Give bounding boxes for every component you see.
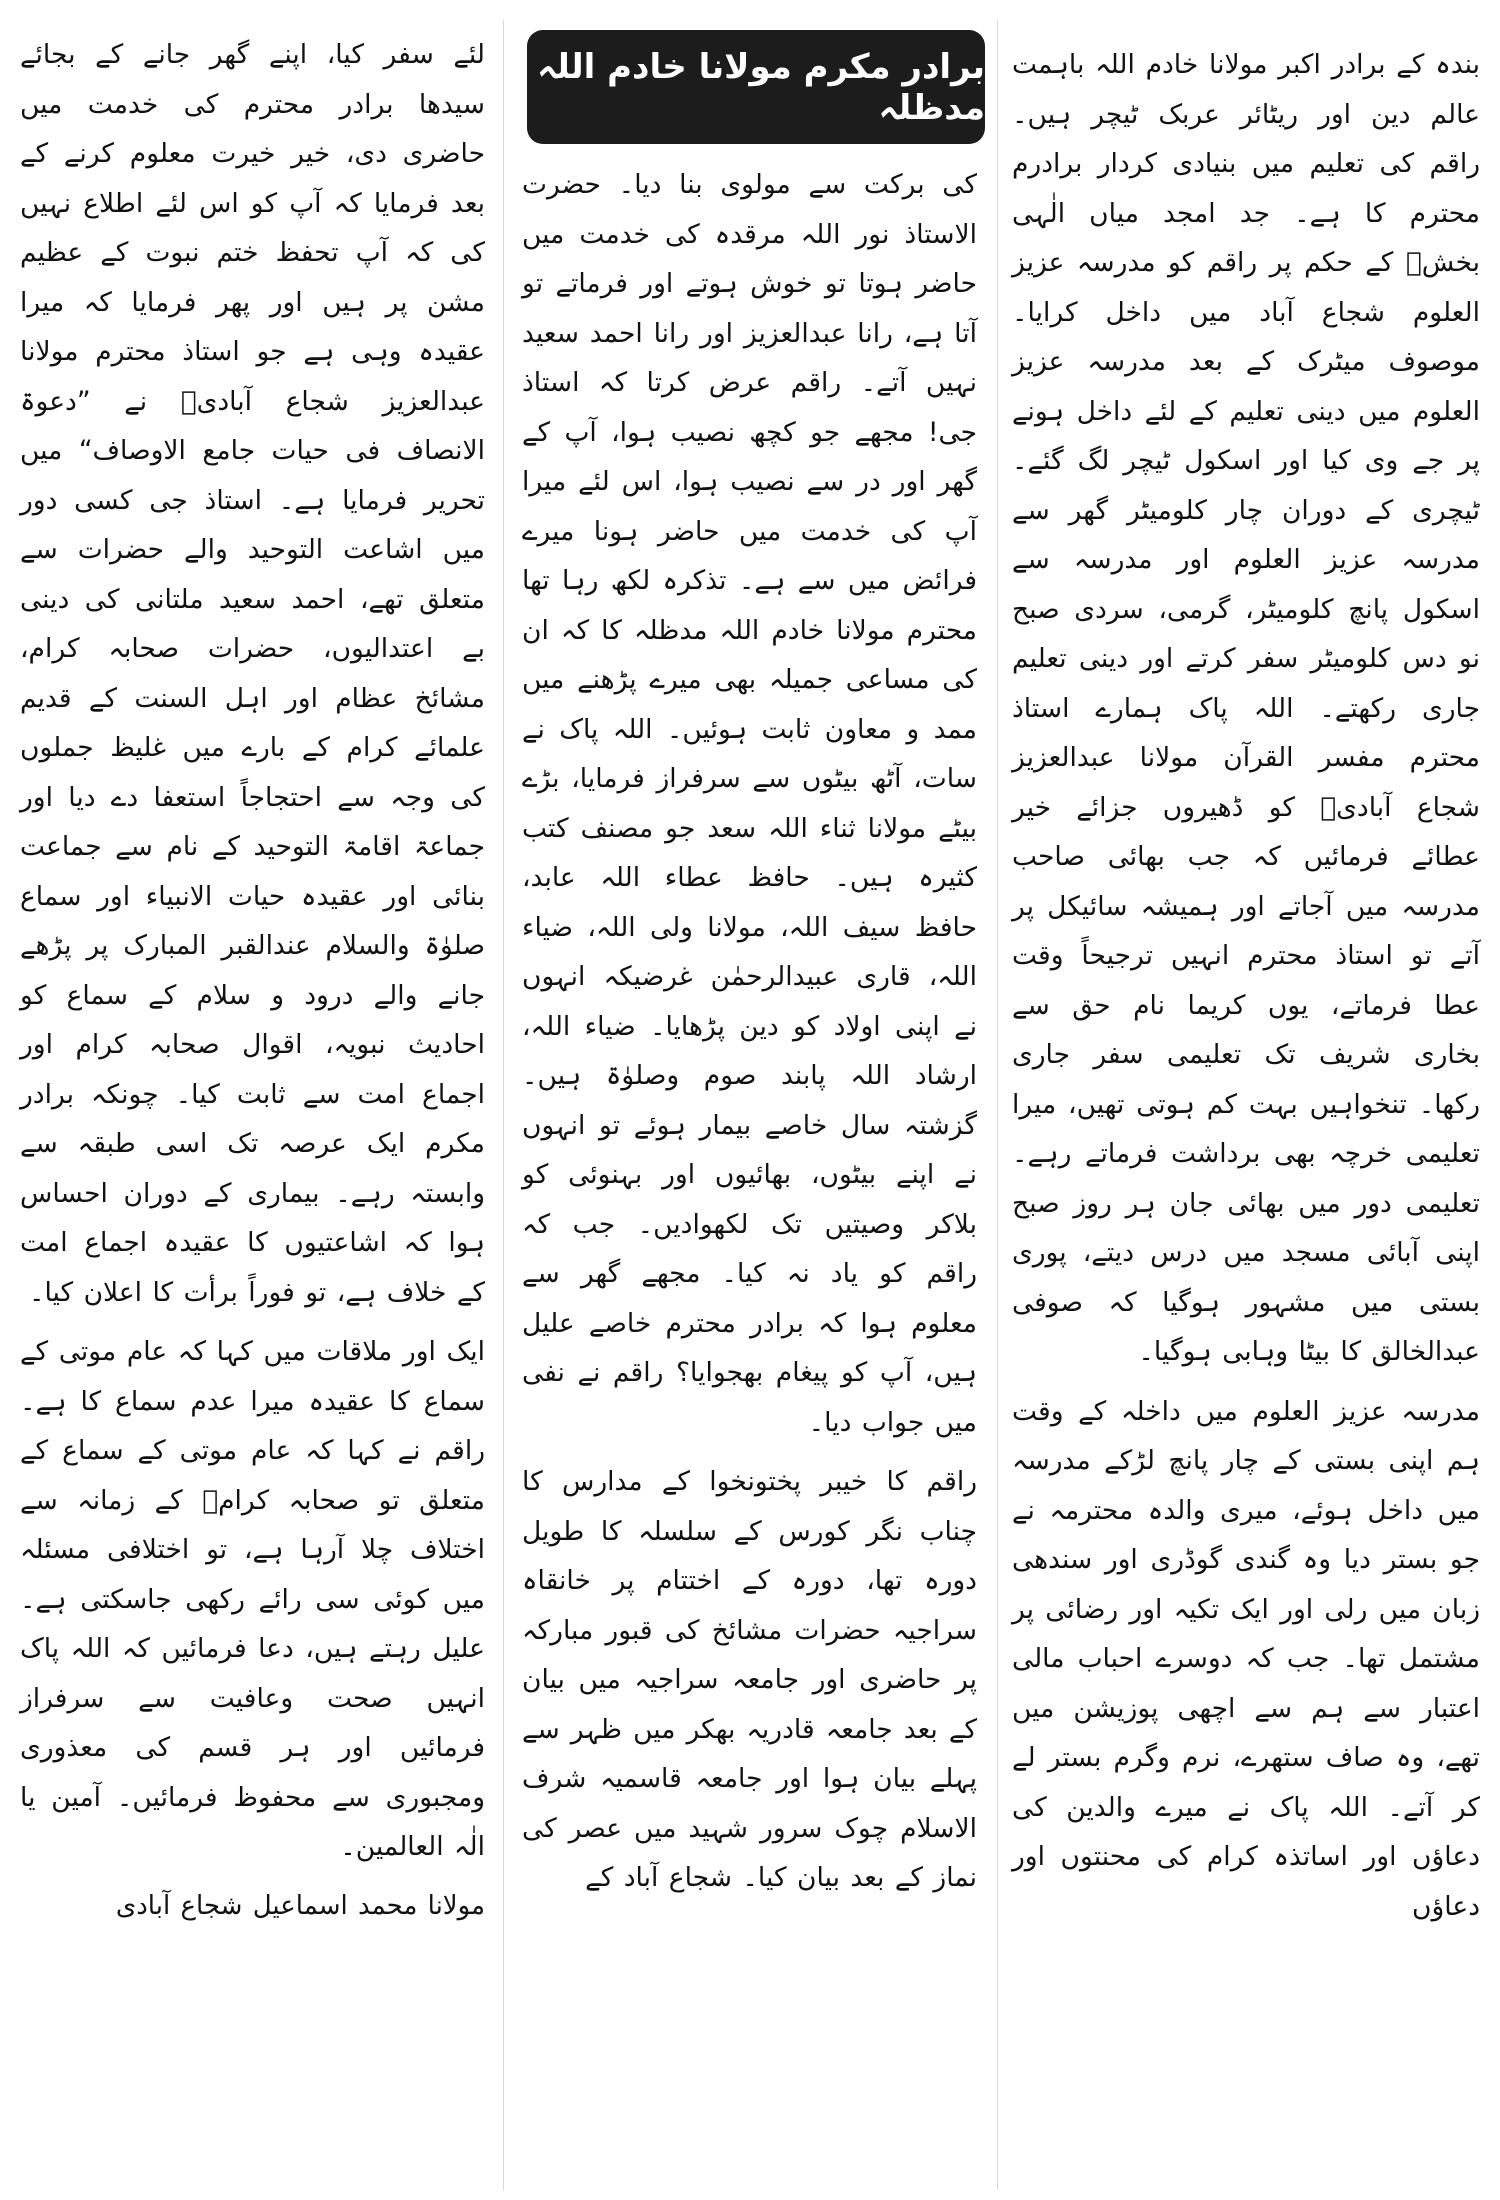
paragraph: کی برکت سے مولوی بنا دیا۔ حضرت الاستاذ نور اللہ مرقدہ کی خدمت میں حاضر ہوتا تو خوش ہوتے اور فرماتے تو آتا ہے، رانا عبدالعزیز اور رانا احمد سعید نہیں آتے۔ راقم عرض کرتا کہ استاذ جی! مجھے جو کچھ نصیب ہوا، آپ کے گھر اور در سے نصیب ہوا، اس لئے میرا آپ کی خدمت میں حاضر ہونا میرے فرائض میں سے ہے۔ تذکرہ لکھ رہا تھا محترم مولانا خادم اللہ مدظلہ کا کہ ان کی مساعی جمیلہ بھی میرے پڑھنے میں ممد و معاون ثابت ہوئیں۔ اللہ پاک نے سات، آٹھ بیٹوں سے سرفراز فرمایا، بڑے بیٹے مولانا ثناء اللہ سعد جو مصنف کتب کثیرہ ہیں۔ حافظ عطاء اللہ عابد، حافظ سیف اللہ، مولانا ولی اللہ، ضیاء اللہ، قاری عبیدالرحمٰن غرضیکہ انہوں نے اپنی اولاد کو دین پڑھایا۔ ضیاء اللہ، ارشاد اللہ پابند صوم وصلوٰۃ ہیں۔ گزشتہ سال خاصے بیمار ہوئے تو انہوں نے اپنے بیٹوں، بھائیوں اور بہنوئی کو بلاکر وصیتیں تک لکھوادیں۔ جب کہ راقم کو یاد نہ کیا۔ مجھے گھر سے معلوم ہوا کہ برادر محترم خاصے علیل ہیں، آپ کو پیغام بھجوایا؟ راقم نے نفی میں جواب دیا۔ [522, 169, 977, 1438]
paragraph: راقم کا خیبر پختونخوا کے مدارس کا چناب نگر کورس کے سلسلہ کا طویل دورہ تھا، دورہ کے اختتام پر خانقاہ سراجیہ حضرات مشائخ کی قبور مبارکہ پر حاضری اور جامعہ سراجیہ میں بیان کے بعد جامعہ قادریہ بھکر میں ظہر سے پہلے بیان ہوا اور جامعہ قاسمیہ شرف الاسلام چوک سرور شہید میں عصر کی نماز کے بعد بیان کیا۔ شجاع آباد کے [522, 1466, 977, 1893]
paragraph: لئے سفر کیا، اپنے گھر جانے کے بجائے سیدھا برادر محترم کی خدمت میں حاضری دی، خیر خیرت معلوم کرنے کے بعد فرمایا کہ آپ کو اس لئے اطلاع نہیں کی کہ آپ تحفظ ختم نبوت کے عظیم مشن پر ہیں اور پھر فرمایا کہ میرا عقیدہ وہی ہے جو استاذ محترم مولانا عبدالعزیز شجاع آبادیؒ نے ”دعوۃ الانصاف فی حیات جامع الاوصاف“ میں تحریر فرمایا ہے۔ استاذ جی کسی دور میں اشاعت التوحید والے حضرات سے متعلق تھے، احمد سعید ملتانی کی دینی بے اعتدالیوں، حضرات صحابہ کرام، مشائخ عظام اور اہل السنت کے قدیم علمائے کرام کے بارے میں غلیظ جملوں کی وجہ سے احتجاجاً استعفا دے دیا اور جماعۃ اقامۃ التوحید کے نام سے جماعت بنائی اور عقیدہ حیات الانبیاء اور سماع صلوٰۃ والسلام عندالقبر المبارک پر پڑھے جانے والے درود و سلام کے سماع کو احادیث نبویہ، اقوال صحابہ کرام اور اجماع امت سے ثابت کیا۔ چونکہ برادر مکرم ایک عرصہ تک اسی طبقہ سے وابستہ رہے۔ بیماری کے دوران احساس ہوا کہ اشاعتیوں کا عقیدہ اجماع امت کے خلاف ہے، تو فوراً برأت کا اعلان کیا۔ [20, 39, 485, 1308]
article-column-middle [522, 160, 977, 1903]
article-column-left [20, 30, 485, 1931]
paragraph: ایک اور ملاقات میں کہا کہ عام موتی کے سماع کا عقیدہ میرا عدم سماع کا ہے۔ راقم نے کہا کہ عام موتی کے سماع کے متعلق تو صحابہ کرامؓ کے زمانہ سے اختلاف چلا آرہا ہے، تو اختلافی مسئلہ میں کوئی سی رائے رکھی جاسکتی ہے۔ علیل رہتے ہیں، دعا فرمائیں کہ اللہ پاک انہیں صحت وعافیت سے سرفراز فرمائیں اور ہر قسم کی معذوری ومجبوری سے محفوظ فرمائیں۔ آمین یا الٰہ العالمین۔ [20, 1336, 485, 1862]
paragraph: بندہ کے برادر اکبر مولانا خادم اللہ باہمت عالم دین اور ریٹائر عربک ٹیچر ہیں۔ راقم کی تعلیم میں بنیادی کردار برادرم محترم کا ہے۔ جد امجد میاں الٰہی بخشؒ کے حکم پر راقم کو مدرسہ عزیز العلوم شجاع آباد میں داخل کرایا۔ موصوف میٹرک کے بعد مدرسہ عزیز العلوم میں دینی تعلیم کے لئے داخل ہونے پر جے وی کیا اور اسکول ٹیچر لگ گئے۔ ٹیچری کے دوران چار کلومیٹر گھر سے مدرسہ عزیز العلوم اور مدرسہ سے اسکول پانچ کلومیٹر، گرمی، سردی صبح نو دس کلومیٹر سفر کرتے اور دینی تعلیم جاری رکھتے۔ اللہ پاک ہمارے استاذ محترم مفسر القرآن مولانا عبدالعزیز شجاع آبادیؒ کو ڈھیروں جزائے خیر عطائے فرمائیں کہ جب بھائی صاحب مدرسہ میں آجاتے اور ہمیشہ سائیکل پر آتے تو استاذ محترم انہیں ترجیحاً وقت عطا فرماتے، یوں کریما نام حق سے بخاری شریف تک تعلیمی سفر جاری رکھا۔ تنخواہیں بہت کم ہوتی تھیں، میرا تعلیمی خرچہ بھی برداشت فرماتے رہے۔ تعلیمی دور میں بھائی جان ہر روز صبح اپنی آبائی مسجد میں درس دیتے، پوری بستی میں مشہور ہوگیا کہ صوفی عبدالخالق کا بیٹا وہابی ہوگیا۔ [1012, 49, 1480, 1367]
column-divider-right [997, 20, 998, 2190]
author-signature: مولانا محمد اسماعیل شجاع آبادی [115, 1890, 485, 1921]
article-column-right [1012, 40, 1480, 1931]
column-divider-left [503, 20, 504, 2190]
article-title: برادر مکرم مولانا خادم اللہ مدظلہ [537, 47, 985, 128]
article-title-box [527, 30, 985, 144]
paragraph: مدرسہ عزیز العلوم میں داخلہ کے وقت ہم اپنی بستی کے چار پانچ لڑکے مدرسہ میں داخل ہوئے، میری والدہ محترمہ نے جو بستر دیا وہ گندی گوڈری اور سندھی زبان میں رلی اور ایک تکیہ اور رضائی پر مشتمل تھا۔ جب کہ دوسرے احباب مالی اعتبار سے ہم سے اچھی پوزیشن میں تھے، وہ صاف ستھرے، نرم وگرم بستر لے کر آتے۔ اللہ پاک نے میرے والدین کی دعاؤں اور اساتذہ کرام کی محنتوں اور دعاؤں [1012, 1395, 1480, 1922]
